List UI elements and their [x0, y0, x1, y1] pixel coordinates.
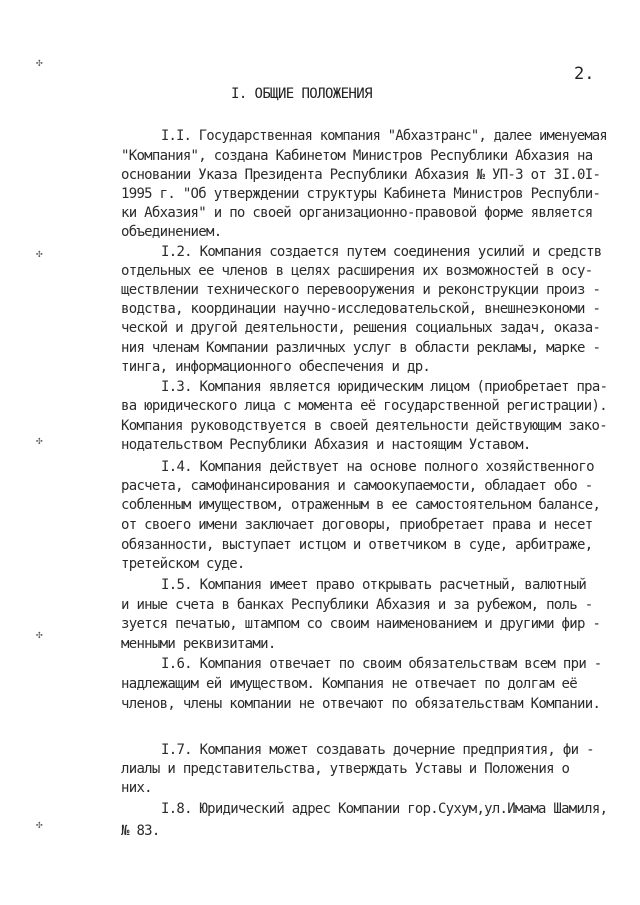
- text-line: I.6. Компания отвечает по своим обязательствам всем при -: [161, 656, 602, 672]
- text-line: "Компания", создана Кабинетом Министров Республики Абхазия на: [121, 148, 593, 164]
- text-line: Компания руководствуется в своей деятельности действующим зако-: [121, 418, 607, 434]
- punch-mark: ✣: [36, 818, 43, 831]
- text-line: ческой и другой деятельности, решения социальных задач, оказа-: [121, 320, 601, 336]
- text-line: основании Указа Президента Республики Абхазия № УП-3 от 3I.0I-: [121, 167, 601, 183]
- punch-mark: ✣: [36, 247, 43, 260]
- section-heading: I. ОБЩИЕ ПОЛОЖЕНИЯ: [231, 86, 372, 102]
- punch-mark: ✣: [36, 56, 43, 69]
- text-line: I.4. Компания действует на основе полного хозяйственного: [161, 459, 594, 475]
- punch-mark: ✣: [36, 434, 43, 447]
- text-line: I.8. Юридический адрес Компании гор.Сухум,ул.Имама Шамиля,: [161, 801, 608, 817]
- text-line: расчета, самофинансирования и самоокупаемости, обладает обо -: [121, 478, 593, 494]
- text-line: I.2. Компания создается путем соединения усилий и средств: [161, 244, 602, 260]
- text-line: I.7. Компания может создавать дочерние предприятия, фи -: [161, 742, 594, 758]
- text-line: членов, члены компании не отвечают по обязательствам Компании.: [121, 696, 601, 712]
- text-line: тинга, информационного обеспечения и др.: [121, 359, 431, 375]
- text-line: 1995 г. "Об утверждении структуры Кабинета Министров Республи-: [121, 186, 601, 202]
- text-line: I.I. Государственная компания "Абхазтранс", далее именуемая: [161, 128, 607, 144]
- text-line: нодательством Республики Абхазия и настоящим Уставом.: [121, 437, 531, 453]
- text-line: ва юридического лица с момента её государственной регистрации).: [121, 398, 607, 414]
- text-line: ки Абхазия" и по своей организационно-правовой форме является: [121, 205, 593, 221]
- text-line: водства, координации научно-исследовательской, внешнеэкономи -: [121, 301, 601, 317]
- text-line: лиалы и представительства, утверждать Уставы и Положения о: [121, 761, 570, 777]
- page-number: 2.: [574, 64, 595, 84]
- text-line: от своего имени заключает договоры, приобретает права и несет: [121, 517, 593, 533]
- text-line: третейском суде.: [121, 556, 245, 572]
- text-line: и иные счета в банках Республики Абхазия и за рубежом, поль -: [121, 597, 593, 613]
- punch-mark: ✣: [36, 628, 43, 641]
- text-line: I.5. Компания имеет право открывать расчетный, валютный: [161, 577, 587, 593]
- text-line: № 83.: [121, 823, 160, 839]
- text-line: собленным имуществом, отраженным в ее самостоятельном балансе,: [121, 497, 601, 513]
- text-line: зуется печатью, штампом со своим наименованием и другими фир -: [121, 616, 601, 632]
- text-line: отдельных ее членов в целях расширения их возможностей в осу-: [121, 263, 593, 279]
- text-line: I.3. Компания является юридическим лицом (приобретает пра-: [161, 379, 608, 395]
- text-line: обязанности, выступает истцом и ответчиком в суде, арбитраже,: [121, 537, 593, 553]
- text-line: ществлении технического перевооружения и реконструкции произ -: [121, 282, 601, 298]
- text-line: ния членам Компании различных услуг в области рекламы, марке -: [121, 340, 601, 356]
- text-line: них.: [121, 780, 152, 796]
- text-line: надлежащим ей имуществом. Компания не отвечает по долгам её: [121, 676, 577, 692]
- text-line: объединением.: [121, 224, 222, 240]
- text-line: менными реквизитами.: [121, 636, 276, 652]
